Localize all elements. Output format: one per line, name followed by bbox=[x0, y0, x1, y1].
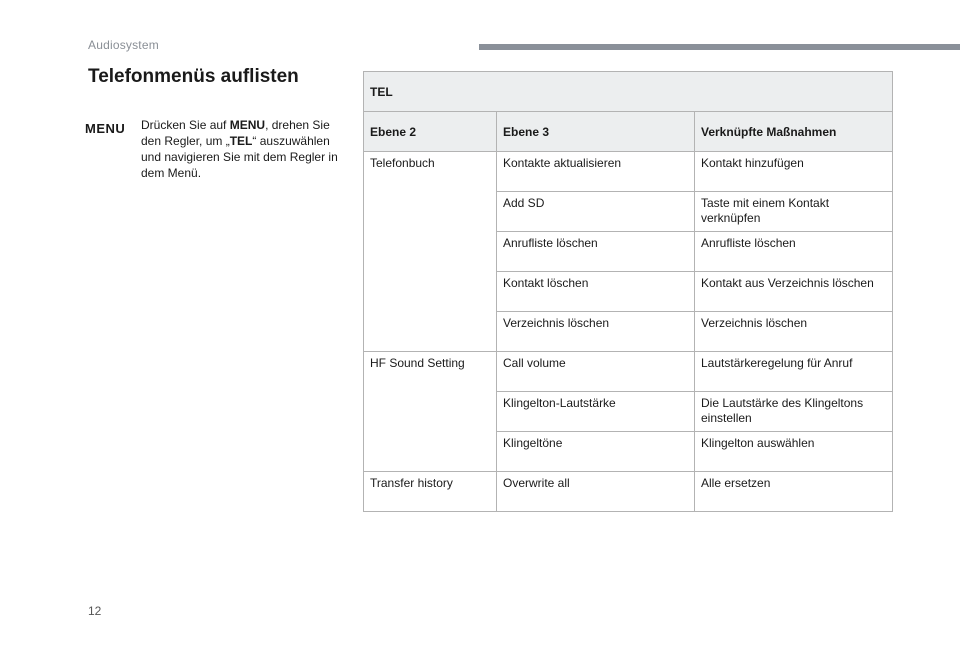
level3-cell: Anrufliste löschen bbox=[497, 232, 695, 272]
level3-cell: Call volume bbox=[497, 352, 695, 392]
action-cell: Lautstärkeregelung für Anruf bbox=[695, 352, 893, 392]
level3-cell: Kontakt löschen bbox=[497, 272, 695, 312]
level2-cell-empty bbox=[364, 312, 497, 352]
table-row bbox=[364, 192, 893, 232]
section-label: Audiosystem bbox=[88, 38, 159, 52]
table-row bbox=[364, 472, 893, 512]
table-row bbox=[364, 272, 893, 312]
column-header-level2: Ebene 2 bbox=[364, 112, 497, 152]
level3-cell: Overwrite all bbox=[497, 472, 695, 512]
level3-cell: Verzeichnis löschen bbox=[497, 312, 695, 352]
level3-cell: Klingelton-Lautstärke bbox=[497, 392, 695, 432]
level3-cell: Klingeltöne bbox=[497, 432, 695, 472]
level2-cell-empty bbox=[364, 392, 497, 432]
column-header-level3: Ebene 3 bbox=[497, 112, 695, 152]
table-row bbox=[364, 432, 893, 472]
table-row bbox=[364, 352, 893, 392]
table-body bbox=[364, 152, 893, 512]
action-cell: Die Lautstärke des Klingeltons einstellen bbox=[695, 392, 893, 432]
header-bar bbox=[479, 44, 960, 50]
column-header-actions: Verknüpfte Maßnahmen bbox=[695, 112, 893, 152]
table-row bbox=[364, 232, 893, 272]
level3-cell: Add SD bbox=[497, 192, 695, 232]
level2-cell-empty bbox=[364, 232, 497, 272]
action-cell: Anrufliste löschen bbox=[695, 232, 893, 272]
level3-cell: Kontakte aktualisieren bbox=[497, 152, 695, 192]
level2-cell-empty bbox=[364, 432, 497, 472]
table-row bbox=[364, 312, 893, 352]
menu-key-icon: MENU bbox=[85, 121, 126, 136]
action-cell: Taste mit einem Kontakt verknüpfen bbox=[695, 192, 893, 232]
table-title: TEL bbox=[364, 72, 893, 112]
tel-menu-table bbox=[363, 71, 893, 512]
action-cell: Klingelton auswählen bbox=[695, 432, 893, 472]
level2-cell: Telefonbuch bbox=[364, 152, 497, 192]
level2-cell-empty bbox=[364, 272, 497, 312]
page-title: Telefonmenüs auflisten bbox=[88, 66, 299, 87]
level2-cell: Transfer history bbox=[364, 472, 497, 512]
level2-cell: HF Sound Setting bbox=[364, 352, 497, 392]
instruction-text: Drücken Sie auf MENU, drehen Sie den Regler, um „TEL“ auszuwählen und navigieren Sie mit dem Regler in dem Menü. bbox=[141, 118, 338, 180]
action-cell: Alle ersetzen bbox=[695, 472, 893, 512]
action-cell: Kontakt hinzufügen bbox=[695, 152, 893, 192]
action-cell: Kontakt aus Verzeichnis löschen bbox=[695, 272, 893, 312]
action-cell: Verzeichnis löschen bbox=[695, 312, 893, 352]
level2-cell-empty bbox=[364, 192, 497, 232]
table-row bbox=[364, 392, 893, 432]
table-row bbox=[364, 152, 893, 192]
page-number: 12 bbox=[88, 604, 102, 618]
